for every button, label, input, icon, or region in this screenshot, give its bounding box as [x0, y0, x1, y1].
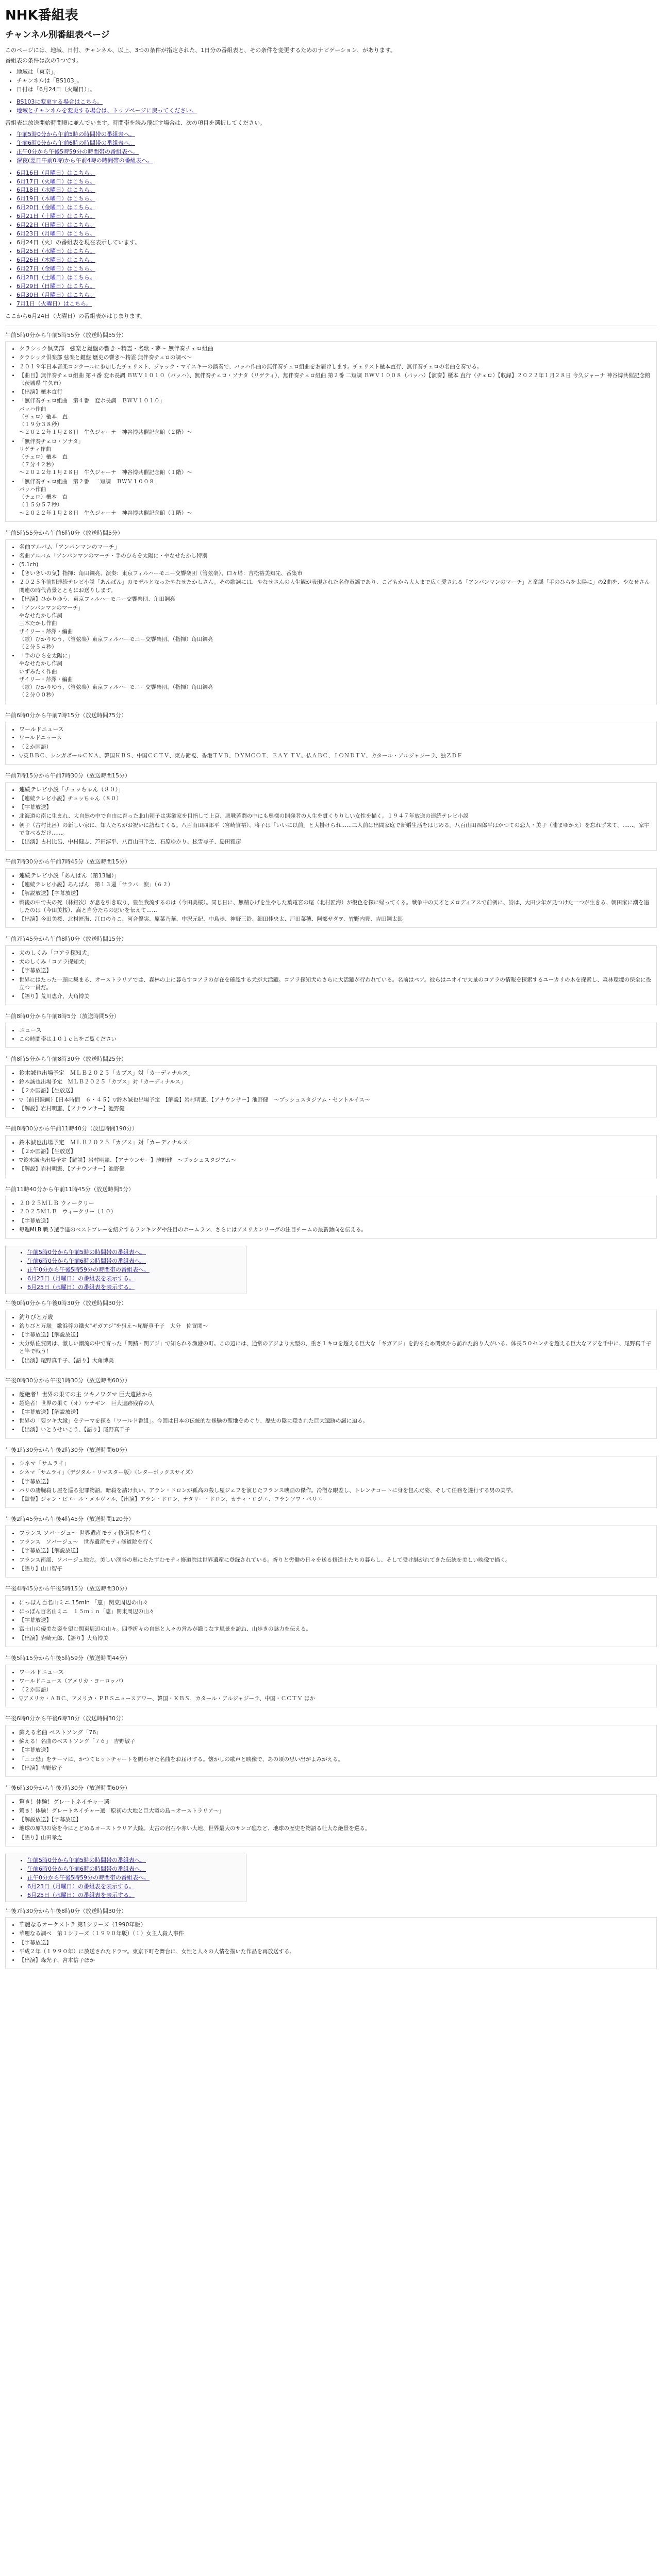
program-description: • ２０１９年日本音楽コンクールに参加したチェリスト、ジャック・マイスキーの演奏で、バッハ作曲の無伴奏チェロ組曲をお届けします。チェリスト櫃本直行、無伴奏チェロの名曲を奏でる。 [19, 363, 652, 371]
program-body [5, 539, 657, 704]
date-item [16, 282, 657, 291]
program-title: • 蘇える名曲 ベストソング「76」 [19, 1728, 652, 1737]
program-body [5, 1794, 657, 1846]
program-description: • ２０２５年前期連続テレビ小説「あんぱん」のモデルとなったやなせたかしさん。その歌詞には、やなせさんの人生観が表現された名作童謡であり、こどもから大人まで広く愛される「アンパンマンのマーチ」と童謡「手のひらを太陽に」の2曲を、やなせさん関連の時代背景とともにお送りします。 [19, 579, 652, 594]
program-title: • 鈴木誠也出場予定 ＭＬＢ２０２５「カブス」対「カーディナルス」 [19, 1069, 652, 1077]
date-link[interactable]: 6月25日（水曜日）はこちら。 [16, 248, 95, 255]
program-title: • ニュース [19, 1026, 652, 1035]
nav-link[interactable]: 6月23日（月曜日）の番組表を表示する。 [27, 1883, 135, 1890]
program-title: • 鈴木誠也出場予定 ＭＬＢ２０２５「カブス」対「カーディナルス」 [19, 1139, 652, 1147]
program-description: • (5.1ch) [19, 561, 652, 569]
nav-link[interactable]: 午前5時0分から午前5時の時間帯の番組表へ。 [27, 1856, 146, 1863]
program-time: 午後6時0分から午後6時30分（放送時間30分） [5, 1715, 127, 1722]
program-title: • ワールドニュース [19, 725, 652, 734]
program-details [10, 1798, 652, 1842]
program-body [5, 782, 657, 851]
date-item [16, 212, 657, 221]
program-list-afternoon [5, 1299, 657, 1846]
program-description: • 【連続テレビ小説】あんぱん 第１３週「サラバ 涙」（６２） [19, 881, 652, 889]
program-title: • 連続テレビ小説「あんぱん（第13週）」 [19, 872, 652, 880]
program-time: 午前6時0分から午前7時15分（放送時間75分） [5, 711, 127, 719]
program-piece: • （２か国語） [19, 1686, 652, 1694]
nav-item [27, 1257, 243, 1265]
program-description: • 【連続テレビ小説】チュッちゃん（８０） [19, 795, 652, 803]
program-title: • 連続テレビ小説「チュッちゃん（８０）」 [19, 786, 652, 794]
program-body [5, 341, 657, 521]
date-item [16, 204, 657, 212]
program-description: • 朝子（古村比呂）の新しい家に、知人たちがお祝いに訪ねてくる。八百山田四郎平（宮崎賀裕）、将子は「いいに以前」と大掛けられ……二人前は出間家庭で新婚生活をはじめる。八百山田四郎平はかつての恋人・美子（浦まゆかえ）を忘れず来て、……。家宇で食べるだけ……。 [19, 822, 652, 837]
program-piece: • 「無伴奏チェロ組曲 第４番 変ホ長調 ＢＷＶ１０１０」 バッハ作曲 （チェロ）櫃本 直 （１９分３８秒） 〜２０２２年１月２８日 牛久ジャーナ 神谷博共催記念館（２階）〜 [19, 397, 652, 436]
top-page-link[interactable]: 地域とチャンネルを変更する場合は、トップページに戻ってください。 [16, 107, 197, 114]
date-link[interactable]: 6月22日（日曜日）はこちら。 [16, 222, 95, 229]
program-description: • ▽鈴木誠也出場予定【解説】岩村明憲、【アナウンサー】池野健 〜ブッシュスタジアム〜 [19, 1157, 652, 1164]
program-description: • 【曲目】無伴奏チェロ組曲 第４番 変ホ長調 ＢＷＶ１０１０（バッハ）、無伴奏チェロ・ソナタ（リゲティ）、無伴奏チェロ組曲 第２番 二短調 ＢＷＶ１００８（バッハ）【演奏】櫃本 直行（チェロ）【収録】２０２２年１月２８日 今久ジャーナ 神谷博共催記念館（茨城県 牛久市） [19, 372, 652, 387]
program-details [10, 1921, 652, 1964]
program-body [5, 722, 657, 765]
date-link[interactable]: 6月23日（月曜日）はこちら。 [16, 230, 95, 238]
mid-navigation [5, 1246, 246, 1294]
program-description: • 【解説】岩村明憲、【アナウンサー】池野健 [19, 1165, 652, 1173]
date-item [16, 195, 657, 203]
program-piece: • 「アンパンマンのマーチ」 やなせたかし作詞 三木たかし作曲 ザイリー・芹澤・編曲 （歌）ひかりゆう、（管弦楽）東京フィルハーモニー交響楽団、（指揮）角田鋼亮 （２分５４秒） [19, 604, 652, 651]
date-link[interactable]: 6月30日（月曜日）はこちら。 [16, 291, 95, 298]
program-description: • ２０２５ＭＬＢ ウィークリー（１０） [19, 1208, 652, 1216]
program-title: • にっぽん百名山ミニ 15min 「恵」関東周辺の山々 [19, 1599, 652, 1607]
begin-note: ここから6月24日（火曜日）の番組表がはじまります。 [5, 312, 146, 319]
program-entry [5, 1012, 657, 1048]
program-body [5, 1135, 657, 1178]
nav-list [16, 1856, 243, 1900]
bottom-navigation [5, 1854, 246, 1902]
program-description: • 【字幕放送】 [19, 1478, 652, 1486]
program-entry [5, 935, 657, 1005]
program-details [10, 786, 652, 846]
program-description: • クラシック倶楽部 弦楽と鍵盤 歴史の響き〜精霊 無伴奏チェロの調べ〜 [19, 354, 652, 362]
nav-item [27, 1283, 243, 1292]
program-description: • 【字幕放送】 [19, 1747, 652, 1754]
program-description: • フランス南部、ソバージュ地方。美しい渓谷の奥にたたずむモティ修道院は世界遺産に登録されている。祈りと労働の日々を送る修道士たちの暮らし、そして受け継がれてきた伝統を美しい映像で描く。 [19, 1556, 652, 1564]
program-time: 午後1時30分から午後2時30分（放送時間60分） [5, 1446, 130, 1453]
program-entry [5, 1907, 657, 1970]
program-entry [5, 529, 657, 704]
program-time: 午後4時45分から午後5時15分（放送時間30分） [5, 1585, 130, 1592]
program-description: • 【出演】岩崎元郎、【語り】大角博美 [19, 1635, 652, 1642]
program-description: • 【語り】山田孝之 [19, 1834, 652, 1842]
program-list-evening [5, 1907, 657, 1970]
program-description: • 華麗なる調べ 第１シリーズ（１９９０年版）（１）女主人殺人事件 [19, 1930, 652, 1938]
program-body [5, 1196, 657, 1239]
program-time: 午後5時15分から午後5時59分（放送時間44分） [5, 1654, 130, 1662]
program-title: • フランス ソバージュ〜 世界遺産モティ修道院を行く [19, 1529, 652, 1537]
program-details [10, 1529, 652, 1573]
program-entry [5, 1715, 657, 1777]
program-title: • 超絶者！世界の果ての主 ツキノワグマ 巨大遺跡から [19, 1391, 652, 1399]
program-time: 午後0時0分から午後0時30分（放送時間30分） [5, 1299, 127, 1307]
program-time: 午前7時15分から午前7時30分（放送時間15分） [5, 772, 130, 779]
nav-link[interactable]: 正午0分から午後5時59分の時間帯の番組表へ。 [27, 1266, 150, 1274]
nav-item [27, 1883, 243, 1891]
nav-item [27, 1874, 243, 1882]
program-description: • 【語り】荒川恵介、大角博美 [19, 993, 652, 1001]
conditions-label: 番組表の条件は次の3つです。 [5, 57, 82, 64]
program-details [10, 949, 652, 1001]
program-piece: • ワールドニュース [19, 734, 652, 742]
program-details [10, 1139, 652, 1174]
nav-link[interactable]: 6月25日（水曜日）の番組表を表示する。 [27, 1283, 135, 1291]
program-body [5, 1387, 657, 1439]
program-description: • にっぽん百名山ミニ １５ｍｉｎ「恵」関東周辺の山々 [19, 1608, 652, 1616]
program-entry [5, 858, 657, 928]
program-entry [5, 711, 657, 765]
date-item [16, 274, 657, 282]
date-link[interactable]: 6月27日（金曜日）はこちら。 [16, 265, 95, 272]
program-description: • 【字幕放送】【解説放送】 [19, 1409, 652, 1416]
nav-link[interactable]: 6月25日（水曜日）の番組表を表示する。 [27, 1891, 135, 1899]
program-description: • 【字幕放送】【解説放送】 [19, 1331, 652, 1339]
program-description: • 「ニコ恐」をテーマに、かつてヒットチャートを賑わせた名曲をお届けする。懐かしの歌声と映像で、あの頃の思い出がよみがえる。 [19, 1756, 652, 1764]
program-piece: • ▽英ＢＢＣ、シンガポールＣＮＡ、韓国ＫＢＳ、中国ＣＣＴＶ、東方衛視、香港ＴＶＢ、ＤＹＭＣＯＴ、ＥＡＹ ＴＶ、仏ＡＢＣ、ＩＯＮＤＴＶ、カタール・アルジャジーラ、独ＺＤＦ [19, 752, 652, 760]
program-title: • 驚き！体験！グレートネイチャー選 [19, 1798, 652, 1806]
program-body [5, 868, 657, 928]
program-time: 午後6時30分から午後7時30分（放送時間60分） [5, 1785, 130, 1792]
nav-item [27, 1275, 243, 1283]
date-link[interactable]: 6月20日（金曜日）はこちら。 [16, 204, 95, 211]
program-details [10, 1313, 652, 1365]
program-description: • 【出演】櫃本直行 [19, 388, 652, 396]
program-description: • 【出演】いとうせいこう、【語り】尾野真千子 [19, 1426, 652, 1434]
time-jump-list [5, 130, 657, 165]
program-entry [5, 1185, 657, 1239]
program-description: • 【字幕放送】 [19, 1217, 652, 1225]
program-time: 午前8時30分から午前11時40分（放送時間190分） [5, 1125, 138, 1132]
condition-item: • 日付は「6月24日（火曜日）」。 [16, 86, 657, 94]
program-details [10, 1668, 652, 1703]
nav-link[interactable]: 午前6時0分から午前6時の時間帯の番組表へ。 [27, 1865, 146, 1872]
program-description: • 【出演】尾野真千子、【語り】大角博美 [19, 1357, 652, 1365]
program-body [5, 1725, 657, 1777]
nav-item [27, 1266, 243, 1274]
program-time: 午前5時55分から午前6時0分（放送時間5分） [5, 529, 123, 536]
nav-link[interactable]: 正午0分から午後5時59分の時間帯の番組表へ。 [27, 1874, 150, 1881]
program-piece: • ▽アメリカ・ＡＢＣ、アメリカ・ＰＢＳニュースアワー、韓国・ＫＢＳ、カタール・アルジャジーラ、中国・ＣＣＴＶ ほか [19, 1695, 652, 1703]
program-time: 午後0時30分から午後1時30分（放送時間60分） [5, 1377, 130, 1384]
nav-link[interactable]: 午前5時0分から午前5時の時間帯の番組表へ。 [27, 1249, 146, 1256]
program-description: • 【２か国語】【生放送】 [19, 1087, 652, 1095]
program-piece: • この時間帯は１０１ｃｈをご覧ください [19, 1036, 652, 1043]
date-list [5, 169, 657, 308]
date-item [16, 300, 657, 308]
nav-item [27, 1865, 243, 1873]
program-time: 午後2時45分から午後4時45分（放送時間120分） [5, 1516, 134, 1523]
change-intro: 番組表は放送開始時間順に並んでいます。時間帯を読み飛ばす場合は、次の項目を選択してください。 [5, 119, 266, 126]
program-description: • 戦後の中で夫の死（林銀次）が息を引き取り、豊生我流するのは（今田美桜）。同じ日に、無精ひげを生やした葉電宮の尾（北村匠海）が復色を探に帰ってくる。戦争中の天才とメロディアスで前例に、詩は、大田少年が見つけた一つが生きる、朝田家に潮を追したのは（今田美桜）、嵩と自分たちの思いを伝えて…… [19, 899, 652, 914]
program-entry [5, 1515, 657, 1578]
program-entry [5, 1055, 657, 1117]
page-subtitle: チャンネル別番組表ページ [5, 29, 110, 40]
time-jump-link[interactable]: 午前6時0分から午前6時の時間帯の番組表へ。 [16, 139, 135, 146]
program-entry [5, 1125, 657, 1178]
program-title: • 釣りびと万歳 [19, 1313, 652, 1321]
program-description: • 【監督】ジャン・ピエール・メルヴィル、【出演】アラン・ドロン、ナタリー・ドロン、カティ・ロジエ、フランソワ・ペリエ [19, 1496, 652, 1503]
program-description: • 【出演】吉野敏子 [19, 1765, 652, 1772]
program-time: 午前7時45分から午前8時0分（放送時間15分） [5, 936, 127, 943]
nav-link[interactable]: 6月23日（月曜日）の番組表を表示する。 [27, 1275, 135, 1282]
program-entry [5, 331, 657, 522]
program-body [5, 1595, 657, 1647]
date-link[interactable]: 6月19日（木曜日）はこちら。 [16, 195, 95, 202]
program-description: • 【解説放送】【字幕放送】 [19, 890, 652, 897]
program-piece: • 「無伴奏チェロ・ソナタ」 リゲティ作曲 （チェロ）櫃本 直 （７分４２秒） 〜２０２２年１月２８日 牛久ジャーナ 神谷博共催記念館（１階）〜 [19, 438, 652, 477]
program-description: • フランス ソバージュ〜 世界遺産モティ修道院を行く [19, 1538, 652, 1546]
program-details [10, 1460, 652, 1503]
program-description: • パリの凄腕殺し屋を巡る犯罪物語。暗殺を請け負い、アラン・ドロンが孤高の殺し屋ジェフを演じたフランス映画の傑作。冷徹な眼差し、トレンチコートに身を包んだ姿、そして任務を遂行する男の美学。 [19, 1487, 652, 1495]
nav-item [27, 1856, 243, 1865]
date-link[interactable]: 7月1日（火曜日）はこちら。 [16, 300, 92, 307]
program-description: • 驚き！体験！グレートネイチャー選「原初の大地と巨大竜の島〜オーストラリア〜」 [19, 1807, 652, 1815]
program-description: • 釣りびと万歳 歌浜尊の鐵火"ギガアジ"を狙え〜尾野真千子 大分 佐賀関〜 [19, 1323, 652, 1330]
program-description: • 【出演】今田美桜、北村匠海、江口のりこ、河合優実、原菜乃華、中沢元紀、中島歩、神野三鈴、細田佳央太、戸田菜穂、阿部サダヲ、竹野内豊、吉田鋼太郎 [19, 916, 652, 923]
program-description: • 世界にはたった一頭に集まる、オーストラリアでは、森林の上に暮らすコアラの存在を確認する犬が大活躍。コアラ探知犬のさらに大活躍が行われている。名前はベア。彼らはニオイで大量のコアラの情報を探索するユーカリの木を探索し、森林環境の保全に役立つ一員だ。 [19, 976, 652, 992]
date-item [16, 169, 657, 177]
date-item [16, 265, 657, 273]
program-description: • 【字幕放送】 [19, 1939, 652, 1947]
program-details [10, 1599, 652, 1642]
program-body [5, 1665, 657, 1708]
program-body [5, 1917, 657, 1969]
program-details [10, 1069, 652, 1113]
program-entry [5, 1377, 657, 1439]
program-entry [5, 1585, 657, 1647]
program-time: 午前8時5分から午前8時30分（放送時間25分） [5, 1056, 127, 1063]
program-details [10, 1391, 652, 1434]
program-list [5, 331, 657, 1239]
program-entry [5, 1784, 657, 1846]
program-description: • 平成２年（１９９０年）に放送されたドラマ。東京下町を舞台に、女性と人々の人情を描いた作品を再放送する。 [19, 1948, 652, 1956]
date-item [16, 239, 657, 247]
program-details [10, 345, 652, 517]
program-description: • 犬のしくみ「コアラ探知犬」 [19, 958, 652, 966]
date-link[interactable]: 6月18日（水曜日）はこちら。 [16, 187, 95, 194]
program-details [10, 1728, 652, 1772]
current-date: 6月24日（火）の番組表を現在表示しています。 [16, 239, 141, 246]
program-description: • 富士山の優美な姿を望む関東周辺の山々。四季折々の自然と人々の営みが織りなす風景を訪ね、山歩きの魅力を伝える。 [19, 1625, 652, 1633]
time-jump-link[interactable]: 午前5時0分から午前5時の時間帯の番組表へ。 [16, 130, 135, 138]
program-description: • 地球の原初の姿を今にとどめるオーストラリア大陸。太古の岩石や赤い大地、世界最大のサンゴ礁など、地球の歴史を物語る壮大な絶景を巡る。 [19, 1825, 652, 1833]
program-body [5, 1456, 657, 1508]
program-body [5, 1526, 657, 1578]
program-body [5, 945, 657, 1005]
nav-list [16, 1248, 243, 1292]
date-item [16, 256, 657, 264]
program-description: • 北海道の南に生まれ、大自然の中で自由に育った北山朝子は実業家を目指して上京、悪戦苦闘の中にも奥様の開発者の人生を貫くりりしい女性を描く。１９４７年放送の連続テレビ小説 [19, 812, 652, 820]
date-link[interactable]: 6月29日（日曜日）はこちら。 [16, 282, 95, 290]
date-link[interactable]: 6月21日（土曜日）はこちら。 [16, 213, 95, 220]
program-description: • 超絶者！世界の果て（オ）ウナギン 巨大遺跡残存の人 [19, 1400, 652, 1408]
program-time: 午前11時40分から午前11時45分（放送時間5分） [5, 1185, 134, 1193]
time-jump-link[interactable]: 深夜(翌日午前0時)から午前4時の時間帯の番組表へ。 [16, 157, 153, 164]
program-title: • クラシック倶楽部 弦楽と鍵盤の響き〜精霊・名歌・夢〜 無伴奏チェロ組曲 [19, 345, 652, 353]
program-body [5, 1065, 657, 1117]
program-description: • 【解説】岩村明憲、【アナウンサー】池野健 [19, 1105, 652, 1113]
program-entry [5, 1299, 657, 1369]
program-description: • 【字幕放送】【解説放送】 [19, 1547, 652, 1555]
date-link[interactable]: 6月16日（月曜日）はこちら。 [16, 169, 95, 176]
program-title: • 名曲アルバム「アンパンマンのマーチ」 [19, 543, 652, 551]
program-details [10, 725, 652, 760]
program-piece: • 「手のひらを太陽に」 やなせたかし作詞 いずみたく作曲 ザイリー・芹澤・編曲 （歌）ひかりゆう、（管弦楽）東京フィルハーモニー交響楽団、（指揮）角田鋼亮 （２分００秒） [19, 652, 652, 699]
program-title: • 犬のしくみ「コアラ探知犬」 [19, 949, 652, 957]
program-description: • 鈴木誠也出場予定 ＭＬＢ２０２５「カブス」対「カーディナルス」 [19, 1078, 652, 1086]
program-title: • ワールドニュース [19, 1668, 652, 1676]
program-title: • 華麗なるオーケストラ 第1シリーズ（1990年版） [19, 1921, 652, 1929]
program-body [5, 1023, 657, 1048]
program-piece: • ワールドニュース（アメリカ・ヨーロッパ） [19, 1677, 652, 1685]
date-link[interactable]: 6月26日（木曜日）はこちら。 [16, 256, 95, 263]
program-description: • 【語り】山口智子 [19, 1565, 652, 1573]
program-details [10, 1199, 652, 1234]
program-time: 午前7時30分から午前7時45分（放送時間15分） [5, 858, 130, 866]
program-details [10, 872, 652, 923]
program-description: • 【字幕放送】 [19, 1617, 652, 1624]
program-details [10, 543, 652, 700]
program-description: • 【出演】古村比呂、中村健志、芦田淳平、八百山田平之、石原ゆかり、松雪尋子、島田雅彦 [19, 838, 652, 846]
date-item [16, 247, 657, 256]
program-description: • 【解説放送】【字幕放送】 [19, 1816, 652, 1824]
program-description: • 【字幕放送】 [19, 967, 652, 975]
program-body [5, 1310, 657, 1369]
program-description: • 蘇える！名曲のベストソング「７６」 吉野敏子 [19, 1738, 652, 1745]
program-description: • 世界の「要ツキ大縁」をテーマを探る「ワールド番組」。今回は日本の伝統的な修験の聖地をめぐり、歴史の陰に隠された巨大遺跡の謎に迫る。 [19, 1417, 652, 1425]
condition-item: • チャンネルは「BS103」。 [16, 77, 657, 85]
channel-links [5, 98, 657, 115]
page-title: NHK番組表 [5, 8, 78, 23]
date-link[interactable]: 6月28日（土曜日）はこちら。 [16, 274, 95, 281]
program-time: 午前8時0分から午前8時5分（放送時間5分） [5, 1013, 120, 1020]
program-description: • 【２か国語】【生放送】 [19, 1148, 652, 1156]
program-entry [5, 1446, 657, 1509]
program-description: • 【出演】森光子、宮本信子ほか [19, 1957, 652, 1964]
change-channel-link[interactable]: BS103に変更する場合はこちら。 [16, 98, 103, 106]
program-piece: • 「無伴奏チェロ組曲 第２番 二短調 ＢＷＶ１００８」 バッハ作曲 （チェロ）櫃本 直 （１５分５７秒） 〜２０２２年１月２８日 牛久ジャーナ 神谷博共催記念館（１階）〜 [19, 478, 652, 517]
program-description: • 【出演】ひかりゆう、東京フィルハーモニー交響楽団、角田鋼亮 [19, 596, 652, 603]
date-link[interactable]: 6月17日（火曜日）はこちら。 [16, 178, 95, 185]
program-title: • ２０２５ＭＬＢ ウィークリー [19, 1199, 652, 1208]
date-item [16, 291, 657, 299]
program-description: • 大分県佐賀関は、激しい潮流の中で育った「関鯖・関アジ」で知られる漁港の町。この辺には、通常のアジより大型の、重さ１キロを超える巨大な「ギガアジ」を釣るため関東から訪れた釣り人がいる。体長５０センチを超える巨大なアジを手中に、尾野真千子と竿で戦う！ [19, 1340, 652, 1355]
nav-link[interactable]: 午前6時0分から午前6時の時間帯の番組表へ。 [27, 1258, 146, 1265]
intro-text: このページには、地域、日付、チャンネル、以上、3つの条件が指定された、1日分の番組表と、その条件を変更するためのナビゲーション、があります。 [5, 47, 396, 54]
program-description: • シネマ「サムライ」〈デジタル・リマスター版〉〈レターボックスサイズ〉 [19, 1469, 652, 1477]
program-title: • シネマ「サムライ」 [19, 1460, 652, 1468]
program-description: • 【字幕放送】 [19, 804, 652, 811]
program-entry [5, 772, 657, 851]
program-description: • ▽（前日録画）【日本時間 ６・４５】▽鈴木誠也出場予定 【解説】岩村明憲、【アナウンサー】池野健 〜ブッシュスタジアム・セントルイス〜 [19, 1096, 652, 1104]
program-time: 午後7時30分から午後8時0分（放送時間30分） [5, 1907, 127, 1914]
time-jump-link[interactable]: 正午0分から午後5時59分の時間帯の番組表へ。 [16, 148, 139, 155]
condition-item: • 地域は「東京」。 [16, 68, 657, 76]
program-description: • 毎週MLB 戦う選手達のベストプレーを紹介するランキングや注目のホームラン、さらにはアメリカンリーグの注目チームの最新動向を伝える。 [19, 1226, 652, 1234]
program-entry [5, 1654, 657, 1708]
date-item [16, 186, 657, 194]
date-item [16, 221, 657, 229]
conditions-list [5, 68, 657, 94]
program-description: • 名曲アルバム「アンパンマンのマーチ・手のひらを太陽に・やなせたかし特別 [19, 552, 652, 560]
program-details [10, 1026, 652, 1043]
date-item [16, 178, 657, 186]
date-item [16, 230, 657, 238]
program-description: • 【きいきいの気】指揮：角田鋼亮、演奏：東京フィルハーモニー交響楽団（管弦楽）、口々塔：吉松裕美知先、番集市 [19, 570, 652, 578]
program-piece: • （２か国語） [19, 743, 652, 751]
nav-item [27, 1891, 243, 1900]
program-time: 午前5時0分から午前5時55分（放送時間55分） [5, 331, 127, 338]
nav-item [27, 1248, 243, 1257]
